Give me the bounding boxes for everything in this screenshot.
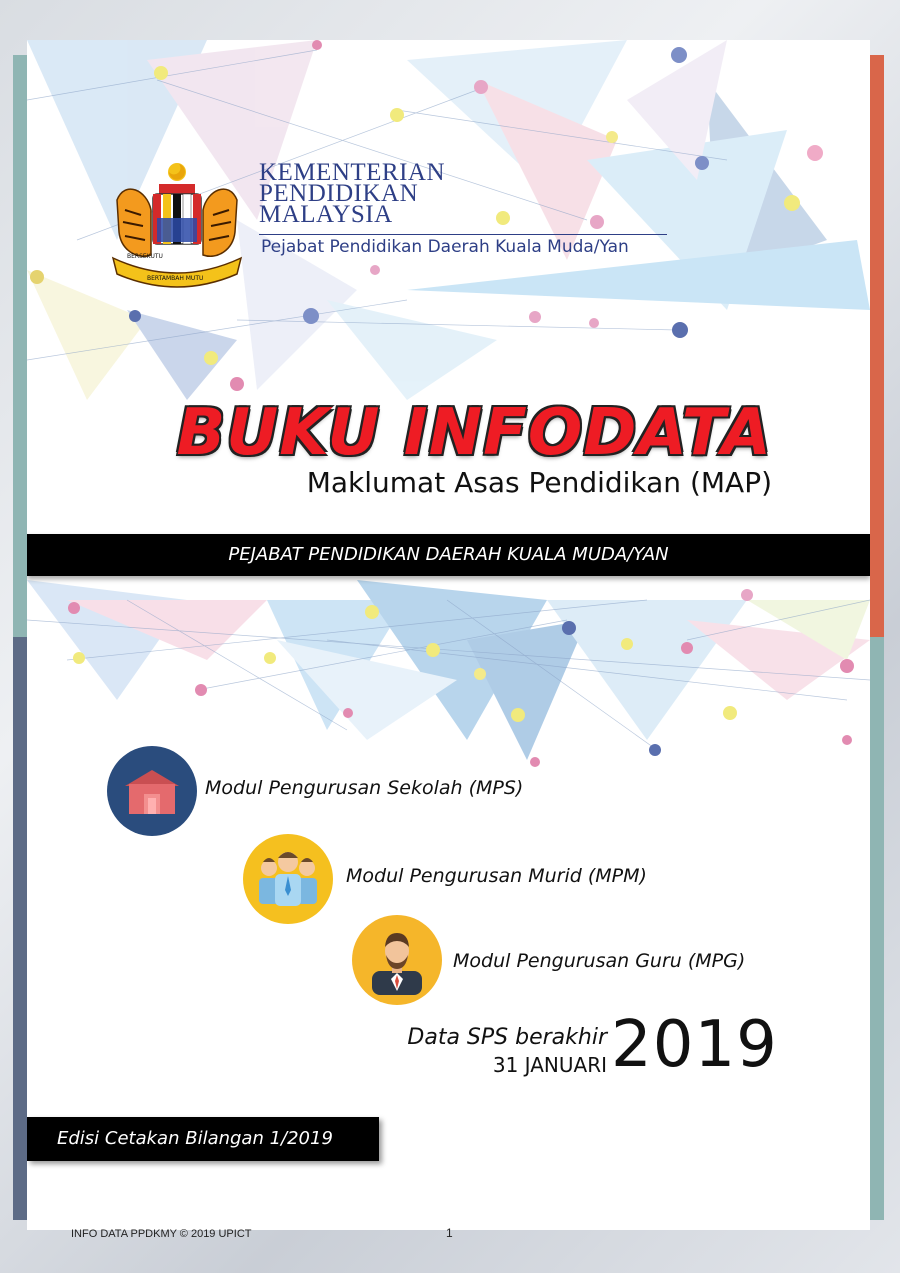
district-office-name: Pejabat Pendidikan Daerah Kuala Muda/Yan xyxy=(261,237,629,257)
footer-text: INFO DATA PPDKMY © 2019 UPICT xyxy=(71,1228,252,1240)
school-icon xyxy=(107,746,197,836)
ministry-line-1: KEMENTERIAN xyxy=(259,159,446,186)
left-accent-bar-top xyxy=(13,55,27,637)
right-accent-bar-bottom xyxy=(870,637,884,1220)
data-cutoff-label: Data SPS berakhir xyxy=(407,1025,607,1050)
data-cutoff-date: 31 JANUARI xyxy=(492,1053,607,1077)
edition-text: Edisi Cetakan Bilangan 1/2019 xyxy=(57,1128,333,1149)
logo-motto-bottom: BERTAMBAH MUTU xyxy=(147,275,204,282)
office-banner-text: PEJABAT PENDIDIKAN DAERAH KUALA MUDA/YAN xyxy=(228,544,669,565)
module-label-teacher: Modul Pengurusan Guru (MPG) xyxy=(453,950,746,972)
data-cutoff-year: 2019 xyxy=(611,1008,778,1082)
module-label-students: Modul Pengurusan Murid (MPM) xyxy=(346,865,647,887)
ministry-name xyxy=(259,159,446,228)
left-accent-bar-bottom xyxy=(13,637,27,1220)
page-number: 1 xyxy=(446,1226,453,1240)
coat-of-arms-logo xyxy=(107,160,247,300)
students-icon xyxy=(243,834,333,924)
cover-title: BUKU INFODATA xyxy=(176,396,772,470)
ministry-line-2: PENDIDIKAN xyxy=(259,180,419,207)
right-accent-bar-top xyxy=(870,55,884,637)
cover-page xyxy=(27,40,870,1230)
logo-motto-left: BERSEKUTU xyxy=(127,253,163,260)
ministry-divider xyxy=(259,234,667,235)
module-label-school: Modul Pengurusan Sekolah (MPS) xyxy=(205,777,524,799)
ministry-line-3: MALAYSIA xyxy=(259,201,393,228)
cover-subtitle: Maklumat Asas Pendidikan (MAP) xyxy=(306,466,772,499)
teacher-icon xyxy=(352,915,442,1005)
